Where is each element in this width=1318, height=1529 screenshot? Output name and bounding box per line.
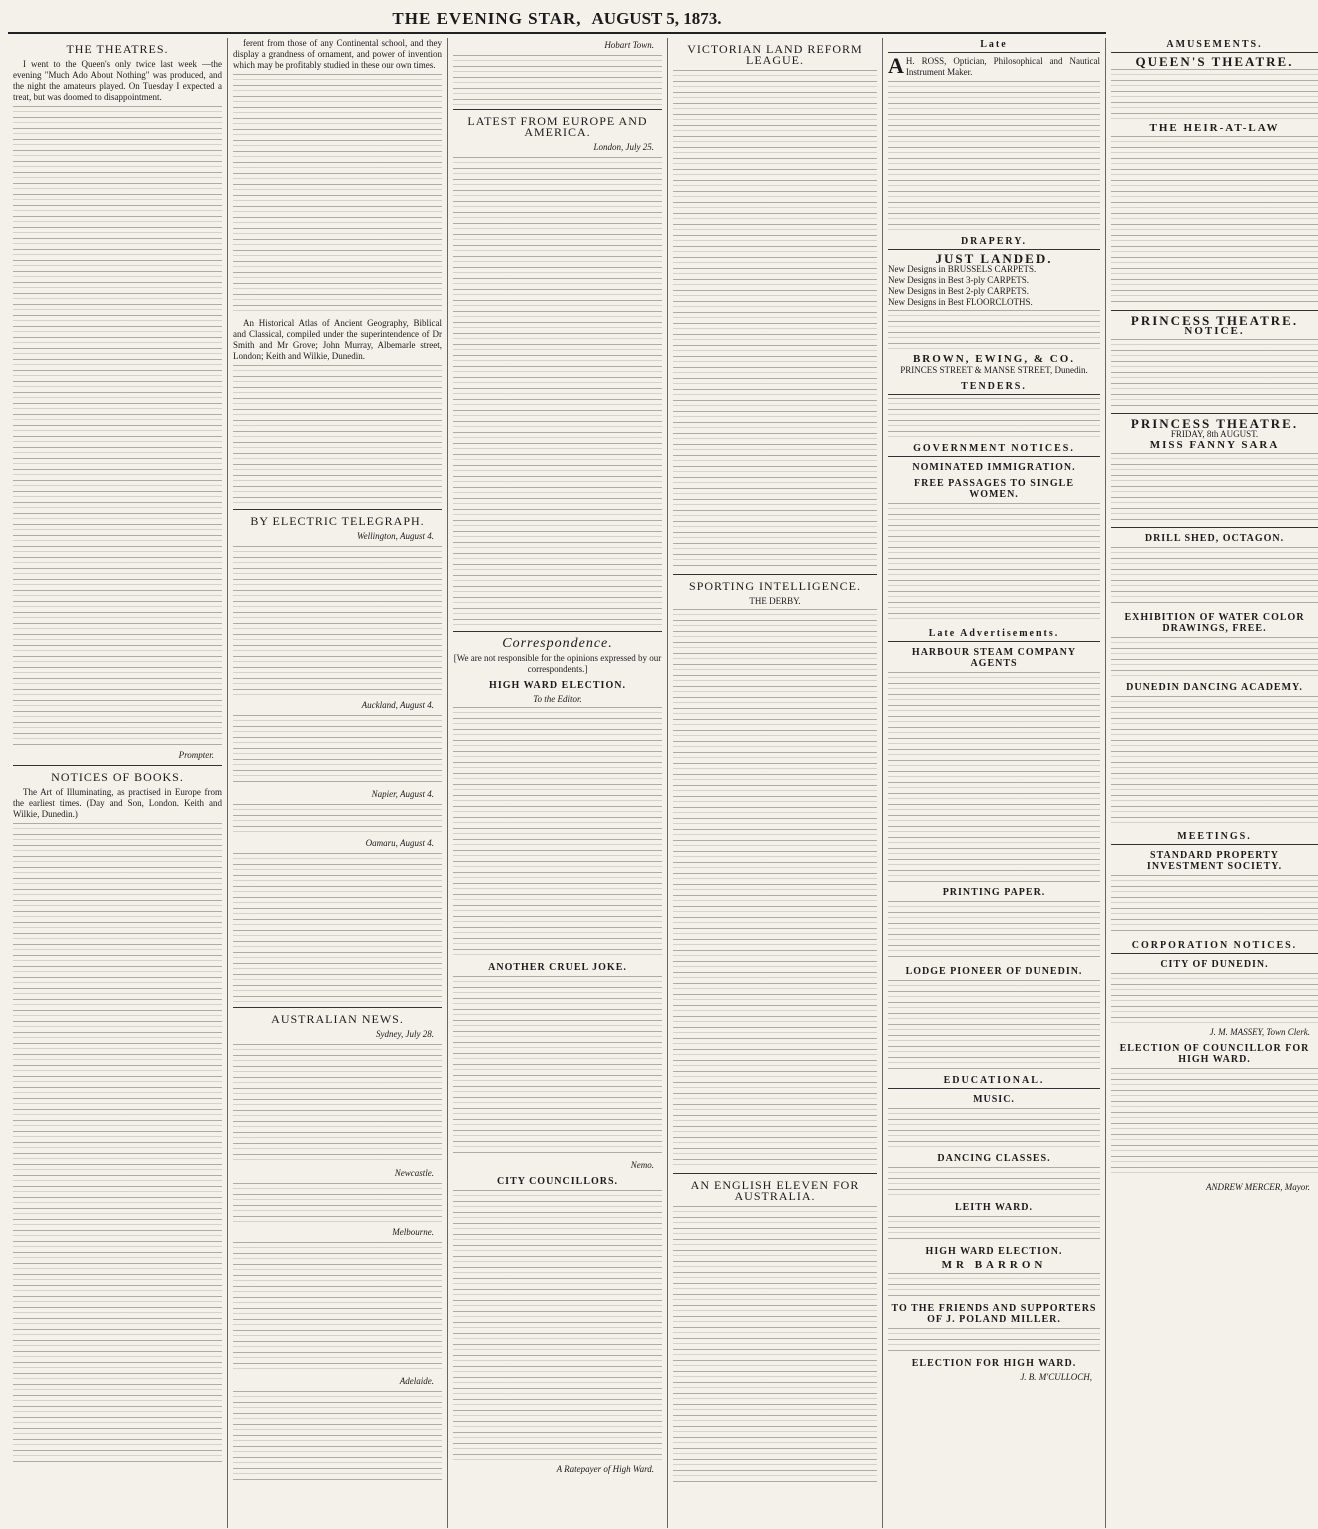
sydney-body [233, 1044, 442, 1164]
cruel-joke-heading: ANOTHER CRUEL JOKE. [488, 962, 627, 973]
printing-paper-heading: PRINTING PAPER. [942, 887, 1046, 898]
ross-body [888, 81, 1100, 231]
corporation-header: CORPORATION NOTICES. [1111, 939, 1318, 954]
queens-theatre-ad [1111, 56, 1318, 306]
late-header: Late [888, 38, 1100, 53]
election-councillor-body [1111, 1068, 1318, 1178]
exhibition-heading: EXHIBITION OF WATER COLOR DRAWINGS, FREE. [1124, 612, 1305, 634]
drapery-header: DRAPERY. [888, 235, 1100, 250]
princess-theatre-title-2: PRINCESS THEATRE. [1130, 416, 1299, 431]
councillors-body [453, 1190, 662, 1460]
cruel-joke-body [453, 976, 662, 1156]
dateline-melbourne: Melbourne. [392, 1227, 434, 1237]
issue-date: AUGUST 5, 1873. [591, 9, 722, 28]
queens-theatre-title: QUEEN'S THEATRE. [1135, 54, 1294, 69]
wellington-body [233, 546, 442, 696]
ross-text: H. ROSS, Optician, Philosophical and Nautical Instrument Maker. [905, 56, 1100, 77]
auckland-body [233, 715, 442, 785]
dateline-sydney: Sydney, July 28. [376, 1029, 434, 1039]
atlas-notice: An Historical Atlas of Ancient Geography, Biblical and Classical, compiled under the superintendence of Dr Smith and Mr Grove; John Murray, Albemarle street, London; Keith and Wilkie, Dunedin. [233, 318, 442, 361]
theatres-body [13, 106, 222, 746]
high-ward-election-heading: HIGH WARD ELECTION. [925, 1246, 1063, 1257]
divider [1111, 413, 1318, 414]
barron-name: MR BARRON [941, 1259, 1047, 1271]
books-heading: NOTICES OF BOOKS. [51, 770, 184, 784]
league-body [673, 70, 877, 570]
brown-ewing-name: BROWN, EWING, & CO. [912, 353, 1076, 365]
to-editor: To the Editor. [533, 694, 582, 704]
eleven-body [673, 1206, 877, 1486]
election-councillor-heading: ELECTION OF COUNCILLOR FOR HIGH WARD. [1119, 1043, 1310, 1065]
mcculloch-signature: J. B. M'CULLOCH, [1020, 1372, 1092, 1382]
princess-theatre-title: PRINCESS THEATRE. [1130, 313, 1299, 328]
dancing-heading: DANCING CLASSES. [937, 1153, 1051, 1164]
meetings-header: MEETINGS. [1111, 830, 1318, 845]
exhibition-body [1111, 637, 1318, 677]
adelaide-body [233, 1391, 442, 1481]
princess-theatre-ad-2 [1111, 418, 1318, 523]
queens-theatre-body [1111, 69, 1318, 119]
friends-body [888, 1328, 1100, 1353]
melbourne-body [233, 1242, 442, 1372]
latest-heading: LATEST FROM EUROPE AND AMERICA. [467, 114, 648, 139]
heir-at-law-title: THE HEIR-AT-LAW [1149, 122, 1280, 134]
dateline-wellington: Wellington, August 4. [356, 531, 434, 541]
ross-ad [888, 53, 1100, 231]
london-body [453, 157, 662, 627]
dropcap-a: A [888, 53, 904, 78]
napier-body [233, 804, 442, 834]
divider [453, 631, 662, 632]
divider [233, 1007, 442, 1008]
carpet-line-2: New Designs in Best 3-ply CARPETS. [888, 275, 1030, 285]
theatres-heading: THE THEATRES. [66, 42, 169, 56]
oamaru-body [233, 853, 442, 1003]
amusements-header: AMUSEMENTS. [1111, 38, 1318, 53]
carpet-line-1: New Designs in BRUSSELS CARPETS. [888, 264, 1037, 274]
newspaper-title: THE EVENING STAR, [392, 9, 582, 28]
leith-ward-body [888, 1216, 1100, 1241]
columns [8, 38, 1310, 1528]
nominated-heading: NOMINATED IMMIGRATION. [912, 462, 1076, 473]
art-body [233, 74, 442, 314]
divider [673, 574, 877, 575]
sporting-heading: SPORTING INTELLIGENCE. [689, 579, 861, 593]
eleven-heading: AN ENGLISH ELEVEN FOR AUSTRALIA. [690, 1178, 860, 1203]
sporting-body [673, 609, 877, 1169]
dateline-london: London, July 25. [593, 142, 654, 152]
high-ward-letter-heading: HIGH WARD ELECTION. [489, 680, 626, 691]
mayor-signature: ANDREW MERCER, Mayor. [1206, 1182, 1310, 1192]
music-body [888, 1108, 1100, 1148]
hobart-body [453, 55, 662, 105]
divider [453, 109, 662, 110]
drill-shed-body [1111, 547, 1318, 607]
barron-body [888, 1273, 1100, 1298]
dancing-academy-body [1111, 696, 1318, 826]
notice-body [1111, 339, 1318, 409]
dateline-napier: Napier, August 4. [371, 789, 434, 799]
educational-header: EDUCATIONAL. [888, 1074, 1100, 1089]
election-high-ward-heading: ELECTION FOR HIGH WARD. [911, 1358, 1077, 1369]
drill-shed-heading: DRILL SHED, OCTAGON. [1144, 533, 1285, 544]
dateline-auckland: Auckland, August 4. [361, 700, 434, 710]
just-landed-ad [888, 253, 1100, 376]
divider [1111, 527, 1318, 528]
city-dunedin-body [1111, 973, 1318, 1023]
column-2 [228, 38, 448, 1528]
derby-subheading: THE DERBY. [749, 596, 801, 606]
princess-theatre-ad [1111, 315, 1318, 409]
dancing-academy-heading: DUNEDIN DANCING ACADEMY. [1126, 682, 1303, 693]
standard-property-heading: STANDARD PROPERTY INVESTMENT SOCIETY. [1146, 850, 1283, 872]
atlas-body [233, 365, 442, 505]
books-body [13, 823, 222, 1463]
fanny-sara: MISS FANNY SARA [1149, 439, 1280, 451]
column-4 [668, 38, 883, 1528]
art-continued: ferent from those of any Continental school, and they display a grandness of ornament, and power of invention which may be profitably studied in these our own times. [233, 38, 442, 70]
carpet-line-3: New Designs in Best 2-ply CARPETS. [888, 286, 1030, 296]
divider [673, 1173, 877, 1174]
books-lead: The Art of Illuminating, as practised in Europe from the earliest times. (Day and Son, London. Keith and Wilkie, Dunedin.) [13, 787, 222, 819]
music-heading: MUSIC. [973, 1094, 1015, 1105]
printing-paper-body [888, 901, 1100, 961]
harbour-heading: HARBOUR STEAM COMPANY AGENTS [911, 647, 1077, 669]
divider [233, 509, 442, 510]
column-5 [883, 38, 1106, 1528]
harbour-body [888, 672, 1100, 882]
divider [13, 765, 222, 766]
friday-date: FRIDAY, 8th AUGUST. [1170, 429, 1259, 439]
column-6 [1106, 38, 1318, 1528]
dateline-oamaru: Oamaru, August 4. [365, 838, 434, 848]
lodge-heading: LODGE PIONEER OF DUNEDIN. [905, 966, 1083, 977]
correspondence-note: [We are not responsible for the opinions expressed by our correspondents.] [453, 653, 662, 674]
standard-property-body [1111, 875, 1318, 935]
free-passages-heading: FREE PASSAGES TO SINGLE WOMEN. [914, 478, 1074, 500]
fanny-sara-body [1111, 453, 1318, 523]
column-3 [448, 38, 668, 1528]
tenders-body [888, 398, 1100, 438]
column-1 [8, 38, 228, 1528]
dateline-hobart: Hobart Town. [604, 40, 654, 50]
correspondence-heading: Correspondence. [502, 636, 613, 651]
theatres-lead: I went to the Queen's only twice last week —the evening "Much Ado About Nothing" was produced, and the night the amateurs played. On Tuesday I expected a treat, but was doomed to disappointment. [13, 59, 222, 102]
just-landed-title: JUST LANDED. [935, 251, 1053, 266]
lodge-body [888, 980, 1100, 1070]
friends-heading: TO THE FRIENDS AND SUPPORTERS OF J. POLAND MILLER. [891, 1303, 1097, 1325]
immigration-body [888, 503, 1100, 623]
late-ads-header: Late Advertisements. [888, 627, 1100, 642]
city-dunedin-heading: CITY OF DUNEDIN. [1160, 959, 1269, 970]
telegraph-heading: BY ELECTRIC TELEGRAPH. [250, 514, 425, 528]
brown-ewing-address: PRINCES STREET & MANSE STREET, Dunedin. [900, 365, 1088, 375]
councillors-heading: CITY COUNCILLORS. [496, 1176, 619, 1187]
cruel-joke-signature: Nemo. [630, 1160, 654, 1170]
league-heading: VICTORIAN LAND REFORM LEAGUE. [687, 42, 863, 67]
dateline-newcastle: Newcastle. [394, 1168, 434, 1178]
town-clerk: J. M. MASSEY, Town Clerk. [1209, 1027, 1310, 1037]
heir-at-law-body [1111, 136, 1318, 306]
carpet-line-4: New Designs in Best FLOORCLOTHS. [888, 297, 1033, 307]
theatres-signature: Prompter. [178, 750, 214, 760]
divider [1111, 310, 1318, 311]
masthead [8, 6, 1106, 34]
just-landed-body [888, 310, 1100, 350]
dateline-adelaide: Adelaide. [399, 1376, 434, 1386]
australian-heading: AUSTRALIAN NEWS. [271, 1012, 404, 1026]
leith-ward-heading: LEITH WARD. [954, 1202, 1034, 1213]
tenders-header: TENDERS. [888, 380, 1100, 395]
govt-header: GOVERNMENT NOTICES. [888, 442, 1100, 457]
newcastle-body [233, 1183, 442, 1223]
high-ward-letter-body [453, 707, 662, 957]
dancing-body [888, 1167, 1100, 1197]
notice-title: NOTICE. [1184, 325, 1245, 337]
ratepayer-signature: A Ratepayer of High Ward. [556, 1464, 654, 1474]
